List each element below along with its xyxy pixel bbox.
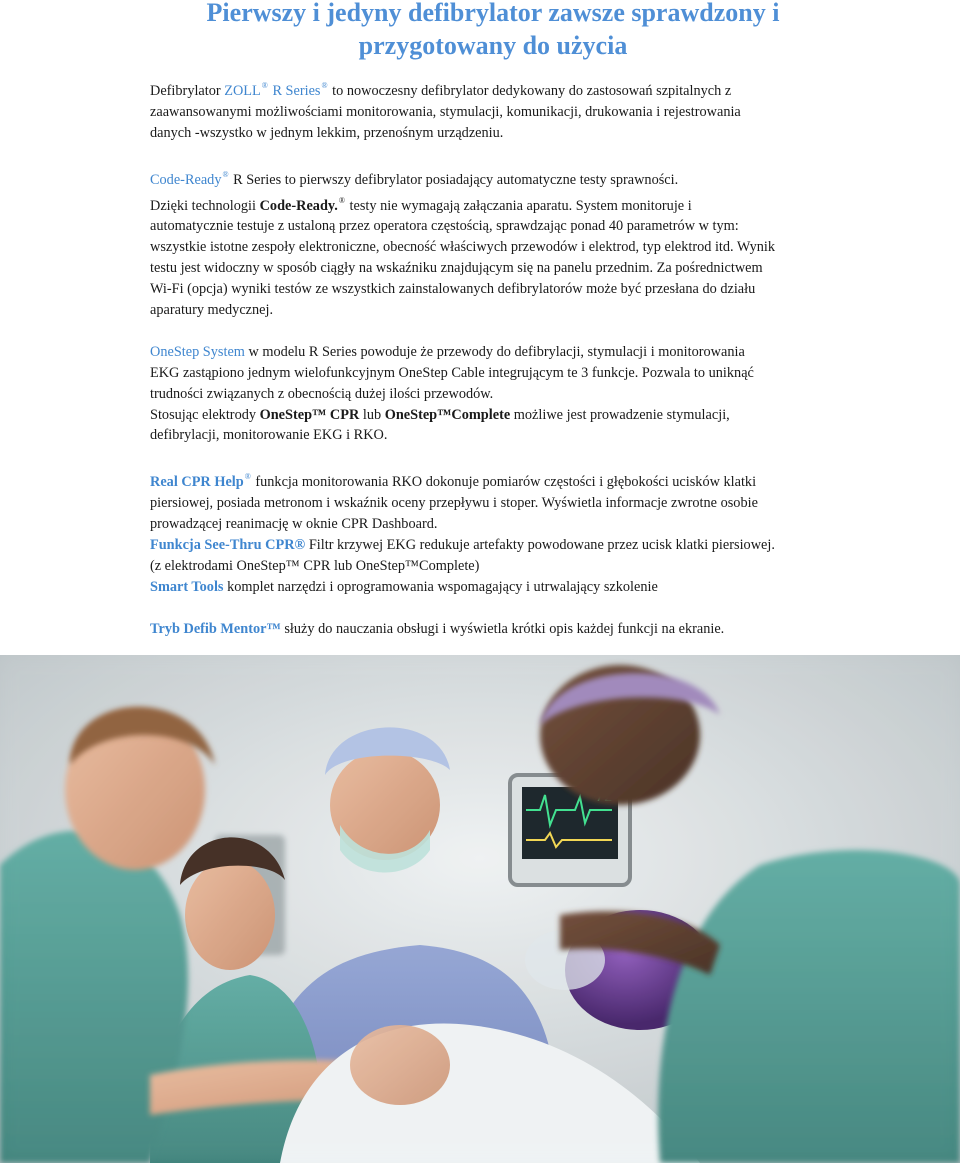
page-title-line2: przygotowany do użycia: [358, 31, 628, 60]
smart-tools-name: Smart Tools: [150, 578, 224, 595]
zoll-name: ZOLL: [224, 83, 261, 99]
onestep-complete-bold: OneStep™Complete: [384, 406, 511, 423]
registered-mark: ®: [338, 195, 345, 205]
see-thru-name: Funkcja See-Thru CPR®: [150, 536, 306, 553]
cpr-help-paragraph: Real CPR Help® funkcja monitorowania RKO dokonuje pomiarów częstości i głębokości ucisków klatki piersiowej, posiada metronom i wskaźnik oceny przepływu i stoper. Wyświetla informacje zwrotne osobie prowadzącej reanimację w oknie CPR Dashboard. Funkcja See-Thru CPR® Filtr krzywej EKG redukuje artefakty powodowane przez ucisk klatki piersiowej. (z elektrodami OneStep™ CPR lub OneStep™Complete) Smart Tools komplet narzędzi i oprogramowania wspomagający i utrwalający szkolenie: [150, 472, 775, 595]
code-ready-paragraph: Code-Ready® R Series to pierwszy defibrylator posiadający automatyczne testy sprawności. Dzięki technologii Code-Ready.® testy nie wymagają załączania aparatu. System monitoruje i automatycznie testuje z ustaloną przez operatora częstością, sprawdzając ponad 40 parametrów w tym: wszystkie istotne zespoły elektroniczne, obecność właściwych przewodów i elektrod, typ elektrod itd. Wynik testu jest widoczny w sposób ciągły na wskaźniku znajdującym się na panelu przednim. Za pośrednictwem Wi-Fi (opcja) wyniki testów ze wszystkich zainstalowanych defibrylatorów może być przesłana do działu aparatury medycznej.: [150, 169, 775, 319]
r-series-name: R Series: [272, 83, 321, 99]
page-title: [60, 0, 926, 62]
registered-mark: ®: [321, 81, 328, 90]
defib-mentor-name: Tryb Defib Mentor™: [150, 620, 281, 637]
registered-mark: ®: [222, 169, 229, 179]
cpr-help-name: Real CPR Help: [150, 474, 244, 491]
onestep-cpr-bold: OneStep™ CPR: [259, 406, 360, 423]
medical-team-photo: [0, 655, 960, 1163]
onestep-paragraph: OneStep System w modelu R Series powoduje że przewody do defibrylacji, stymulacji i monitorowania EKG zastąpiono jednym wielofunkcyjnym OneStep Cable integrującym te 3 funkcje. Pozwala to uniknąć trudności związanych z obecnością dużej ilości przewodów. Stosując elektrody OneStep™ CPR lub OneStep™Complete możliwe jest prowadzenie stymulacji, defibrylacji, monitorowanie EKG i RKO.: [150, 343, 754, 444]
onestep-name: OneStep System: [150, 343, 245, 360]
intro-paragraph: Defibrylator ZOLL® R Series® to nowoczesny defibrylator dedykowany do zastosowań szpitalnych z zaawansowanymi możliwościami monitorowania, stymulacji, komunikacji, drukowania i rejestrowania danych -wszystko w jednym lekkim, przenośnym urządzeniu.: [150, 81, 741, 141]
page-title-line1: Pierwszy i jedyny defibrylator zawsze sprawdzony i: [206, 0, 780, 27]
code-ready-name: Code-Ready: [150, 171, 222, 188]
registered-mark: ®: [261, 81, 268, 90]
defib-mentor-paragraph: Tryb Defib Mentor™ służy do nauczania obsługi i wyświetla krótki opis każdej funkcji na ekranie.: [150, 620, 725, 637]
code-ready-bold: Code-Ready.: [259, 197, 338, 214]
registered-mark: ®: [244, 472, 251, 482]
photo-illustration: [0, 655, 960, 1163]
document-body: [150, 76, 855, 640]
